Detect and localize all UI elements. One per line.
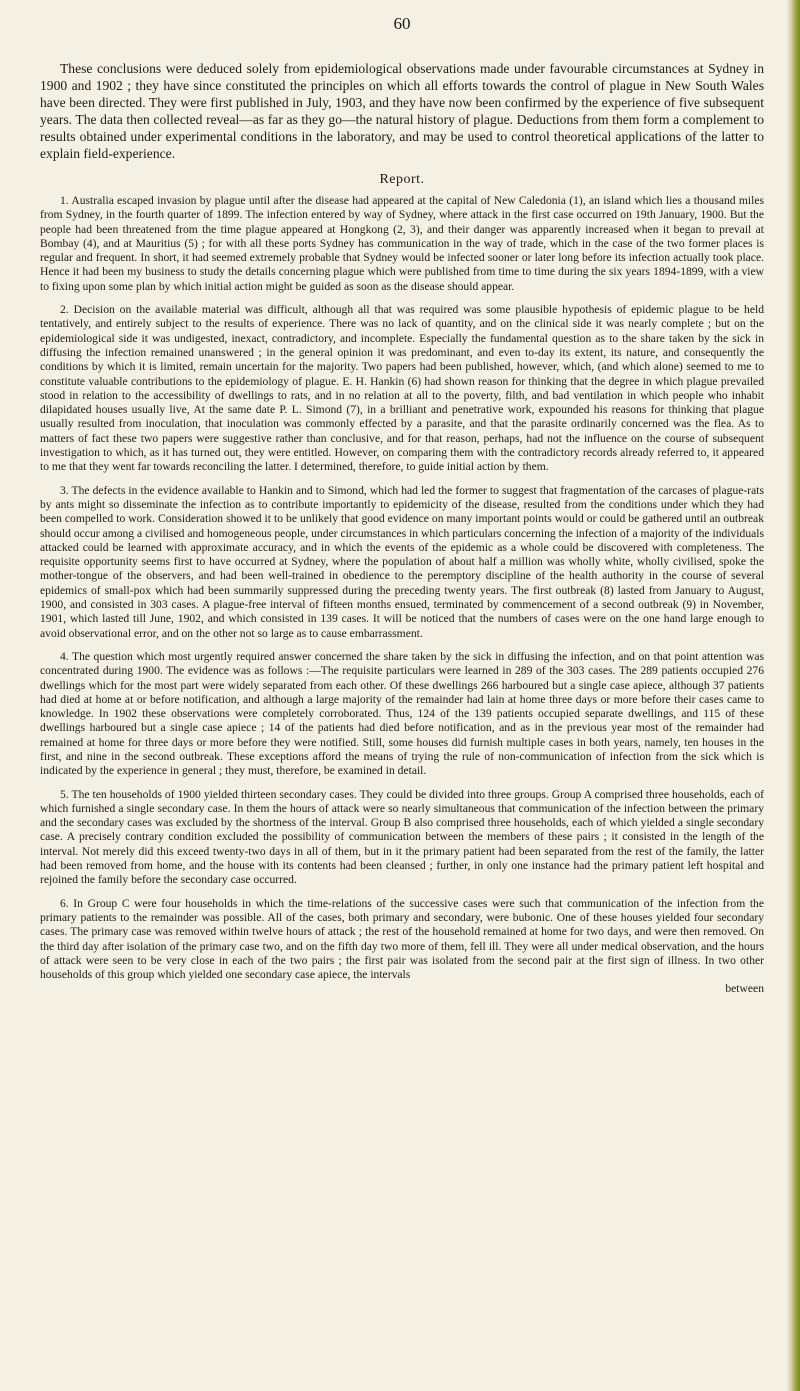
intro-section xyxy=(40,60,764,162)
report-body xyxy=(40,194,764,982)
intro-paragraph: These conclusions were deduced solely from epidemiological observations made under favourable circumstances at Sydney in 1900 and 1902 ; they have since constituted the principles on which all efforts towards the control of plague in New South Wales have been directed. They were first published in July, 1903, and they have now been confirmed by the experience of five subsequent years. The data then collected reveal—as far as they go—the natural history of plague. Deductions from them form a complement to results obtained under experimental conditions in the laboratory, and may be used to control theoretical applications of the latter to explain field-experience. xyxy=(40,61,764,161)
document-page xyxy=(40,14,764,996)
report-paragraph-1: 1. Australia escaped invasion by plague until after the disease had appeared at the capital of New Caledonia (1), an island which lies a thousand miles from Sydney, in the fourth quarter of 1899. The infection entered by way of Sydney, where attack in the first case occurred on 19th January, 1900. But the people had been threatened from the time plague appeared at Hongkong (2, 3), and their danger was apparently increased when it began to prevail at Bombay (4), and at Mauritius (5) ; for with all these ports Sydney has communication in the way of trade, which in the case of the two former places is regular and frequent. In short, it had seemed extremely probable that Sydney would be infected sooner or later long before its infection actually took place. Hence it had been my business to study the details concerning plague which were published from time to time during the six years 1894-1899, with a view to fixing upon some plan by which initial action might be guided as soon as the disease should appear. xyxy=(40,194,764,293)
report-paragraph-2: 2. Decision on the available material was difficult, although all that was required was some plausible hypothesis of epidemic plague to be held tentatively, and entirely subject to the results of experience. There was no lack of quantity, and on the clinical side it was nearly complete ; but on the epidemiological side it was undigested, inexact, contradictory, and incomplete. Especially the fundamental question as to the share taken by the sick in diffusing the infection remained unanswered ; in the general opinion it was predominant, and even to-day its extent, its nature, and consequently the conditions by which it is limited, remain uncertain for the majority. Two papers had been published, however, which, (and which alone) seemed to me to constitute valuable contributions to the epidemiology of plague. E. H. Hankin (6) had shown reason for thinking that the degree in which plague prevailed stood in relation to the accessibility of dwellings to rats, and in no relation at all to the poverty, filth, and bad ventilation in which people who inhabit dilapidated houses usually live, At the same date P. L. Simond (7), in a brilliant and penetrative work, expounded his reasons for thinking that plague usually resulted from inoculation, that inoculation was commonly effected by a parasite, and that the parasite ordinarily concerned was the flea. As to matters of fact these two papers were suggestive rather than conclusive, and for that reason, perhaps, had not the influence on the course of subsequent investigation to which, as it has turned out, they were entitled. However, on comparing them with the contradictory records already referred to, it appeared to me that they went far towards reconciling the latter. I determined, therefore, to guide initial action by them. xyxy=(40,303,764,474)
report-paragraph-3: 3. The defects in the evidence available to Hankin and to Simond, which had led the former to suggest that fragmentation of the carcases of plague-rats by ants might so disseminate the infection as to contribute importantly to epidemicity of the disease, resulted from the conditions under which they had been compelled to work. Consideration showed it to be unlikely that good evidence on many important points would or could be gathered until an outbreak should occur among a civilised and homogeneous people, under circumstances in which particulars concerning the infection of a majority of the individuals attacked could be learned with approximate accuracy, and in which the events of the epidemic as a whole could be discovered with completeness. The requisite opportunity seems first to have occurred at Sydney, where the population of about half a million was wholly white, wholly civilised, spoke the mother-tongue of the observers, and had been well-trained in obedience to the peremptory discipline of the health authority in the course of several epidemics of small-pox which had been summarily suppressed during the preceding twenty years. The first outbreak (8) lasted from January to August, 1900, and consisted in 303 cases. A plague-free interval of fifteen months ensued, terminated by commencement of a second outbreak (9) in November, 1901, which lasted till June, 1902, and which consisted in 139 cases. It will be noticed that the numbers of cases were on the one hand large enough to avoid observational error, and on the other not so large as to cause embarrassment. xyxy=(40,483,764,640)
report-paragraph-5: 5. The ten households of 1900 yielded thirteen secondary cases. They could be divided into three groups. Group A comprised three households, each of which furnished a single secondary case. In them the hours of attack were so nearly simultaneous that communication of the infection between the primary and the secondary cases was excluded by the shortness of the interval. Group B also comprised three households, each of which yielded a single secondary case. A precisely contrary condition excluded the possibility of communication between the members of these pairs ; it consisted in the length of the interval. Not merely did this exceed twenty-two days in all of them, but in it the primary patient had been separated from the rest of the family, the latter had been removed from home, and the house with its contents had been cleansed ; further, in only one instance had the primary patient left hospital and rejoined the family before the secondary case occurred. xyxy=(40,787,764,887)
page-edge xyxy=(786,0,800,1391)
report-paragraph-6: 6. In Group C were four households in which the time-relations of the successive cases were such that communication of the infection from the primary patients to the remainder was possible. All of the cases, both primary and secondary, were bubonic. One of these houses yielded four secondary cases. The primary case was removed within twelve hours of attack ; the rest of the household remained at home for two days, and were then removed. On the third day after isolation of the primary case two, and on the fifth day two more of them, fell ill. They were all under medical observation, and the hours of attack were seen to be very close in each of the two pairs ; the first pair was isolated from the second pair at the first sign of illness. In two other households of this group which yielded one secondary case apiece, the intervals xyxy=(40,896,764,982)
report-paragraph-4: 4. The question which most urgently required answer concerned the share taken by the sick in diffusing the infection, and on that point attention was concentrated during 1900. The evidence was as follows :—The requisite particulars were learned in 289 of the 303 cases. The 289 patients occupied 276 dwellings which for the most part were widely separated from each other. Of these dwellings 266 harboured but a single case apiece, although 37 patients had died at home at or before notification, and although a large majority of the remainder had lain at home three days or more before their cases came to knowledge. In 1902 these observations were completely corroborated. Thus, 124 of the 139 patients occupied separate dwellings, and 115 of these dwellings harboured but a single case apiece ; 14 of the patients had died before notification, and as in the previous year most of the remainder had remained at home for three days or more before they were notified. Still, some houses did furnish multiple cases in both years, namely, ten houses in the first, and nine in the second outbreak. These exceptions afford the means of trying the rule of non-communication of infection from the sick which is indicated by the experience in general ; they must, therefore, be examined in detail. xyxy=(40,649,764,778)
report-heading: Report. xyxy=(379,172,425,187)
trailing-word: between xyxy=(725,982,764,996)
page-number: 60 xyxy=(393,14,411,33)
